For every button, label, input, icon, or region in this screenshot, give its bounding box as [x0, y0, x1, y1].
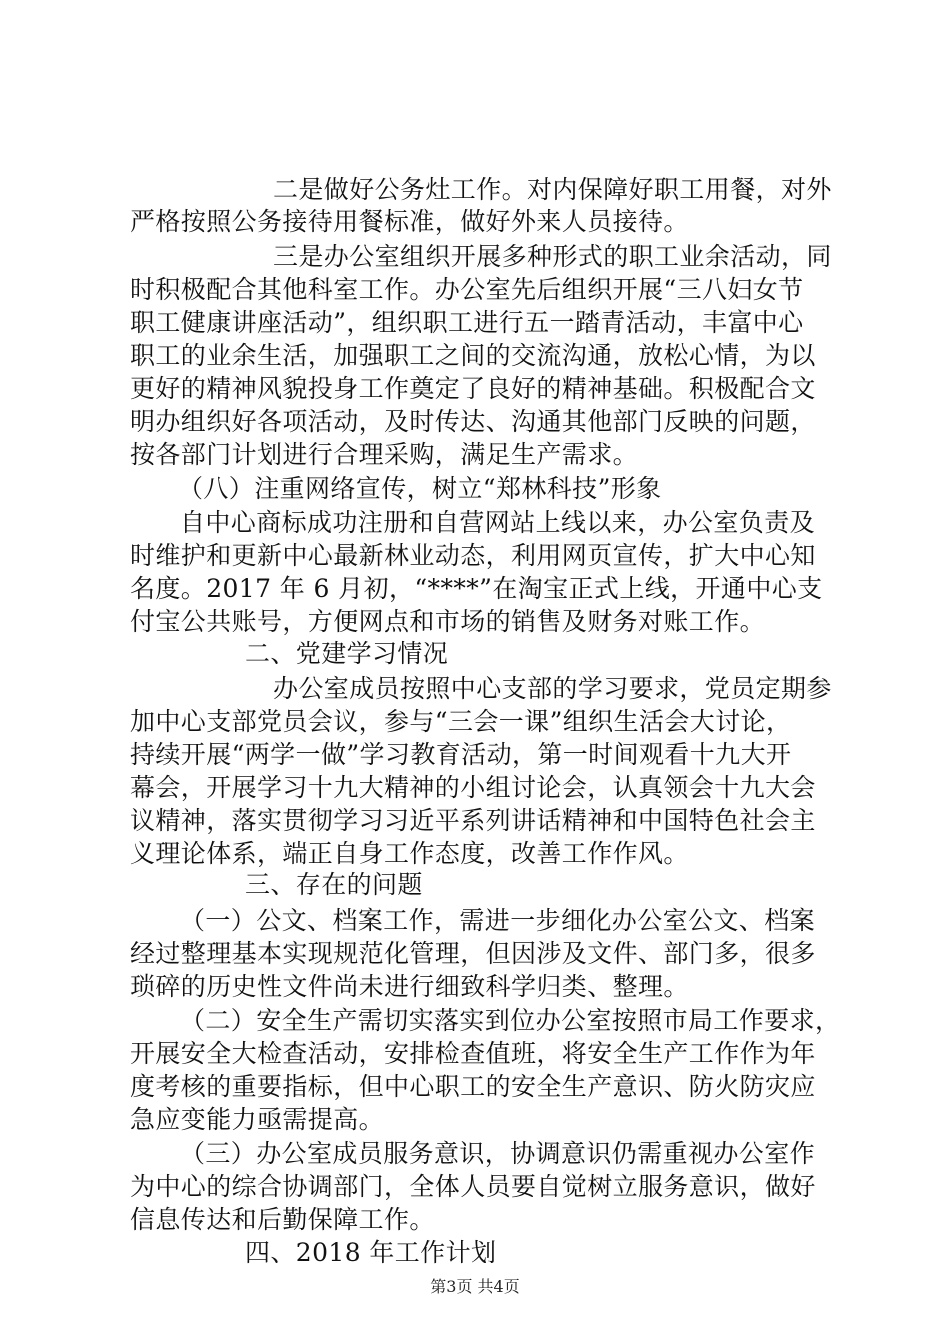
paragraph-line: 时维护和更新中心最新林业动态，利用网页宣传，扩大中心知 [130, 541, 816, 570]
paragraph-line: 名度。2017 年 6 月初，“****”在淘宝正式上线，开通中心支 [130, 574, 823, 603]
paragraph-line: 按各部门计划进行合理采购，满足生产需求。 [130, 440, 639, 469]
page-number-footer: 第3页 共4页 [430, 1277, 520, 1296]
section-heading: （八）注重网络宣传，树立“郑林科技”形象 [178, 474, 662, 503]
paragraph-line: 自中心商标成功注册和自营网站上线以来，办公室负责及 [180, 508, 816, 537]
paragraph-line: 三是办公室组织开展多种形式的职工业余活动，同 [273, 242, 832, 271]
paragraph-line: 急应变能力亟需提高。 [130, 1105, 385, 1134]
paragraph-line: 职工的业余生活，加强职工之间的交流沟通，放松心情，为以 [130, 341, 816, 370]
section-heading: 三、存在的问题 [245, 870, 423, 899]
paragraph-line: （三）办公室成员服务意识，协调意识仍需重视办公室作 [180, 1139, 816, 1168]
paragraph-line: 加中心支部党员会议，参与“三会一课”组织生活会大讨论， [130, 707, 792, 736]
paragraph-line: 为中心的综合协调部门，全体人员要自觉树立服务意识，做好 [130, 1172, 816, 1201]
paragraph-line: 时积极配合其他科室工作。办公室先后组织开展“三八妇女节 [130, 275, 804, 304]
paragraph-line: 琐碎的历史性文件尚未进行细致科学归类、整理。 [130, 972, 689, 1001]
paragraph-line: 义理论体系，端正自身工作态度，改善工作作风。 [130, 839, 689, 868]
paragraph-line: 严格按照公务接待用餐标准，做好外来人员接待。 [130, 207, 689, 236]
paragraph-line: 度考核的重要指标，但中心职工的安全生产意识、防火防灾应 [130, 1072, 816, 1101]
paragraph-line: 信息传达和后勤保障工作。 [130, 1205, 435, 1234]
section-heading: 二、党建学习情况 [245, 639, 449, 668]
paragraph-line: （一）公文、档案工作，需进一步细化办公室公文、档案 [180, 906, 816, 935]
paragraph-line: 二是做好公务灶工作。对内保障好职工用餐，对外 [273, 175, 832, 204]
paragraph-line: 幕会，开展学习十九大精神的小组讨论会，认真领会十九大会 [130, 773, 816, 802]
paragraph-line: 持续开展“两学一做”学习教育活动，第一时间观看十九大开 [130, 740, 792, 769]
paragraph-line: 职工健康讲座活动”，组织职工进行五一踏青活动，丰富中心 [130, 308, 804, 337]
paragraph-line: 付宝公共账号，方便网点和市场的销售及财务对账工作。 [130, 607, 766, 636]
paragraph-line: （二）安全生产需切实落实到位办公室按照市局工作要求， [180, 1006, 841, 1035]
paragraph-line: 办公室成员按照中心支部的学习要求，党员定期参 [273, 674, 832, 703]
paragraph-line: 开展安全大检查活动，安排检查值班，将安全生产工作作为年 [130, 1039, 816, 1068]
paragraph-line: 经过整理基本实现规范化管理，但因涉及文件、部门多，很多 [130, 939, 816, 968]
section-heading: 四、2018 年工作计划 [245, 1238, 497, 1267]
paragraph-line: 议精神，落实贯彻学习习近平系列讲话精神和中国特色社会主 [130, 806, 816, 835]
paragraph-line: 明办组织好各项活动，及时传达、沟通其他部门反映的问题， [130, 407, 816, 436]
paragraph-line: 更好的精神风貌投身工作奠定了良好的精神基础。积极配合文 [130, 374, 816, 403]
